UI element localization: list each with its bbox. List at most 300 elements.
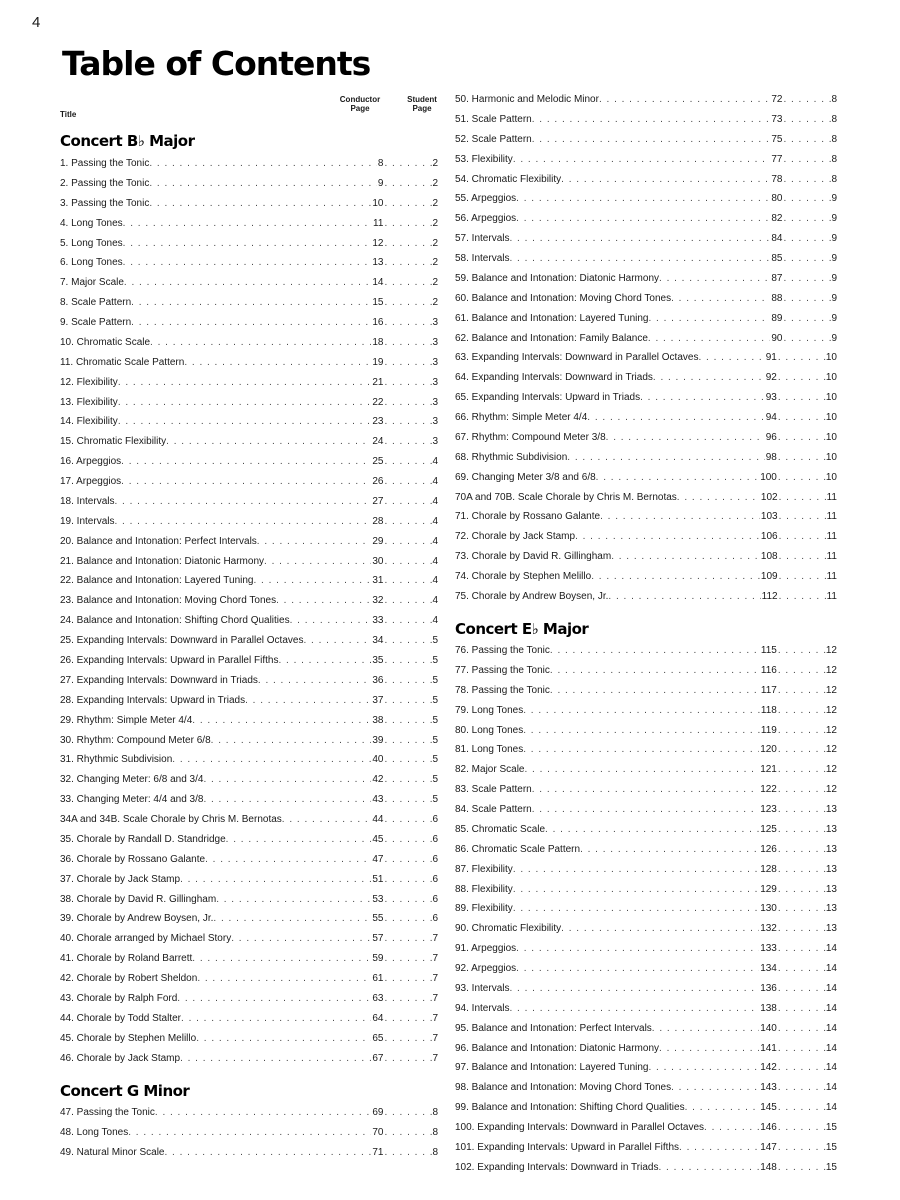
dot-leader [509,252,770,266]
dot-leader [778,883,826,897]
toc-entry [455,1081,837,1095]
dot-leader [550,644,760,658]
dot-leader [384,256,432,270]
dot-leader [779,491,827,505]
toc-entry [60,177,438,191]
section-heading-g-minor: Concert G Minor [60,1082,190,1100]
toc-entry [455,982,837,996]
student-page: 10 [825,471,837,483]
dot-leader [181,1012,371,1026]
entry-title: 63. Expanding Intervals: Downward in Parallel Octaves [455,352,699,364]
dot-leader [384,1052,432,1066]
conductor-page: 120 [760,744,777,756]
conductor-page: 28 [372,515,384,527]
student-page: 12 [825,764,837,776]
dot-leader [783,332,831,346]
conductor-page: 63 [372,992,384,1004]
toc-entry [455,743,837,757]
student-page: 12 [825,744,837,756]
dot-leader [783,153,831,167]
student-page: 2 [432,217,438,229]
dot-leader [384,694,432,708]
toc-entry [60,296,438,310]
dot-leader [575,530,760,544]
toc-entry [455,763,837,777]
entry-title: 18. Intervals [60,495,115,507]
dot-leader [778,391,826,405]
conductor-page: 29 [372,535,384,547]
entry-title: 54. Chromatic Flexibility [455,173,562,185]
toc-entry [60,396,438,410]
dot-leader [384,674,432,688]
entry-title: 87. Flexibility [455,863,513,875]
dot-leader [384,1106,432,1120]
conductor-page: 31 [372,575,384,587]
dot-leader [384,992,432,1006]
conductor-page: 138 [760,1002,777,1014]
dot-leader [384,634,432,648]
dot-leader [532,133,771,147]
entry-title: 73. Chorale by David R. Gillingham [455,551,612,563]
dot-leader [384,893,432,907]
toc-entry [455,411,837,425]
toc-entry [60,634,438,648]
entry-title: 96. Balance and Intonation: Diatonic Harmony [455,1042,660,1054]
conductor-page: 132 [760,923,777,935]
toc-entry [60,1012,438,1026]
toc-entry [455,351,837,365]
dot-leader [172,753,371,767]
dot-leader [118,376,372,390]
dot-leader [121,455,371,469]
dot-leader [384,356,432,370]
dot-leader [384,793,432,807]
conductor-page: 10 [372,197,384,209]
toc-entry [455,312,837,326]
conductor-page: 92 [765,372,777,384]
dot-leader [509,1002,759,1016]
dot-leader [513,153,771,167]
entry-title: 67. Rhythm: Compound Meter 3/8 [455,431,606,443]
student-page: 13 [825,883,837,895]
conductor-page: 43 [372,794,384,806]
conductor-page: 15 [372,297,384,309]
conductor-page: 38 [372,714,384,726]
dot-leader [606,431,765,445]
student-page: 12 [825,704,837,716]
conductor-page: 39 [372,734,384,746]
dot-leader [384,714,432,728]
toc-entry [60,256,438,270]
conductor-page: 87 [771,272,783,284]
toc-entry [455,942,837,956]
toc-entry [455,704,837,718]
student-page: 11 [826,511,837,523]
student-page: 12 [825,664,837,676]
toc-entry [455,1141,837,1155]
dot-leader [516,942,759,956]
student-page: 6 [432,893,438,905]
section-heading-bflat-major: Concert B♭ Major [60,132,195,150]
student-page: 10 [825,451,837,463]
dot-leader [384,614,432,628]
dot-leader [587,411,764,425]
toc-entry [60,594,438,608]
student-page: 8 [432,1107,438,1118]
student-page: 7 [432,933,438,945]
conductor-page: 42 [372,774,384,786]
student-page: 9 [831,213,837,225]
conductor-page: 128 [760,863,777,875]
toc-entry [60,415,438,429]
dot-leader [124,276,371,290]
entry-title: 69. Changing Meter 3/8 and 6/8 [455,471,596,483]
toc-entry [455,292,837,306]
student-page: 13 [825,804,837,816]
entry-title: 93. Intervals [455,982,510,994]
toc-entry [455,664,837,678]
toc-entry [60,574,438,588]
dot-leader [150,336,371,350]
entry-title: 66. Rhythm: Simple Meter 4/4 [455,412,588,424]
conductor-page: 140 [760,1022,777,1034]
conductor-page: 143 [760,1082,777,1094]
dot-leader [778,371,826,385]
page-title: Table of Contents [62,44,371,83]
conductor-page: 118 [760,704,777,716]
student-page: 4 [432,535,438,547]
student-page: 4 [432,555,438,567]
toc-entry [455,332,837,346]
toc-entry [455,1121,837,1135]
entry-title: 16. Arpeggios [60,456,122,468]
student-page: 7 [432,1012,438,1024]
student-page: 3 [432,356,438,368]
toc-entry [455,530,837,544]
conductor-page: 115 [760,645,777,656]
dot-leader [685,1101,760,1115]
entry-title: 42. Chorale by Robert Sheldon [60,973,198,985]
entry-title: 26. Expanding Intervals: Upward in Parallel Fifths [60,655,279,666]
dot-leader [213,912,371,926]
dot-leader [778,351,826,365]
toc-entry [455,684,837,698]
entry-title: 102. Expanding Intervals: Downward in Triads [455,1161,659,1173]
dot-leader [778,982,826,996]
dot-leader [384,217,432,231]
conductor-page: 34 [372,635,384,647]
toc-entry [60,714,438,728]
dot-leader [778,684,826,698]
conductor-page: 108 [760,551,778,563]
conductor-page: 25 [372,456,384,468]
toc-entry [60,217,438,231]
header-conductor-page: Conductor Page [339,95,381,113]
toc-entry [60,495,438,509]
dot-leader [783,292,831,306]
dot-leader [652,1022,759,1036]
student-page: 5 [432,694,438,706]
entry-title: 52. Scale Pattern [455,133,532,145]
entry-title: 50. Harmonic and Melodic Minor [455,94,599,105]
entry-title: 36. Chorale by Rossano Galante [60,853,206,865]
student-page: 9 [831,292,837,304]
dot-leader [778,1161,826,1175]
toc-entry [60,1032,438,1046]
toc-entry [455,212,837,226]
toc-entry [60,932,438,946]
student-page: 6 [432,814,438,826]
student-page: 4 [432,476,438,488]
conductor-page: 147 [760,1142,777,1153]
student-page: 4 [432,575,438,587]
dot-leader [778,823,826,837]
dot-leader [783,312,831,326]
conductor-page: 80 [771,193,783,205]
toc-entry [455,590,837,604]
toc-entry [60,694,438,708]
dot-leader [778,664,826,678]
dot-leader [128,1126,371,1140]
conductor-page: 116 [760,664,777,676]
dot-leader [778,803,826,817]
dot-leader [264,555,371,569]
student-page: 6 [432,833,438,845]
toc-entry [455,550,837,564]
conductor-page: 125 [760,823,777,835]
conductor-page: 72 [771,94,783,105]
student-page: 3 [432,376,438,388]
dot-leader [258,674,371,688]
toc-entry [455,863,837,877]
student-page: 2 [432,197,438,209]
dot-leader [783,272,831,286]
dot-leader [599,93,770,107]
toc-entry [455,232,837,246]
entry-title: 72. Chorale by Jack Stamp [455,531,576,543]
dot-leader [704,1121,759,1135]
dot-leader [778,1141,826,1155]
entry-title: 84. Scale Pattern [455,804,532,816]
conductor-page: 88 [771,292,783,304]
dot-leader [384,415,432,429]
dot-leader [608,590,760,604]
dot-leader [778,783,826,797]
dot-leader [779,570,827,584]
dot-leader [384,773,432,787]
entry-title: 29. Rhythm: Simple Meter 4/4 [60,714,193,726]
dot-leader [778,411,826,425]
toc-entry [455,644,837,658]
dot-leader [384,594,432,608]
dot-leader [778,1002,826,1016]
entry-title: 21. Balance and Intonation: Diatonic Harmony [60,555,265,567]
dot-leader [671,292,770,306]
student-page: 7 [432,953,438,965]
entry-title: 31. Rhythmic Subdivision [60,754,173,766]
conductor-page: 14 [372,277,384,289]
toc-entry [455,1002,837,1016]
entry-title: 82. Major Scale [455,764,525,776]
dot-leader [384,475,432,489]
toc-entry [60,734,438,748]
dot-leader [513,883,759,897]
dot-leader [778,644,826,658]
conductor-page: 19 [372,356,384,368]
conductor-page: 112 [761,591,778,602]
dot-leader [203,793,371,807]
dot-leader [778,451,826,465]
entry-title: 68. Rhythmic Subdivision [455,451,568,463]
header-title: Title [60,110,77,119]
dot-leader [384,734,432,748]
dot-leader [384,833,432,847]
dot-leader [384,1012,432,1026]
dot-leader [783,232,831,246]
student-page: 3 [432,416,438,428]
toc-entry [60,157,438,171]
conductor-page: 117 [760,684,777,696]
toc-entry [455,570,837,584]
dot-leader [118,415,372,429]
dot-leader [532,113,771,127]
dot-leader [184,356,371,370]
conductor-page: 67 [372,1052,384,1064]
student-page: 5 [432,754,438,766]
entry-title: 9. Scale Pattern [60,317,132,329]
conductor-page: 123 [760,804,777,816]
conductor-page: 37 [372,694,384,706]
dot-leader [276,594,371,608]
entry-title: 55. Arpeggios [455,193,517,205]
student-page: 12 [825,684,837,696]
dot-leader [783,133,831,147]
header-student-page: Student Page [407,95,437,113]
toc-entry [60,833,438,847]
dot-leader [257,535,372,549]
conductor-page: 35 [372,655,384,666]
student-page: 7 [432,992,438,1004]
dot-leader [779,550,827,564]
toc-entry [455,724,837,738]
dot-leader [778,471,826,485]
entry-title: 74. Chorale by Stephen Melillo [455,571,592,583]
dot-leader [532,803,759,817]
student-page: 6 [432,913,438,925]
toc-entry [60,515,438,529]
toc-entry [60,356,438,370]
student-page: 3 [432,336,438,348]
dot-leader [561,173,770,187]
entry-title: 46. Chorale by Jack Stamp [60,1052,181,1064]
conductor-page: 134 [760,963,777,975]
dot-leader [524,763,759,777]
entry-title: 37. Chorale by Jack Stamp [60,873,181,885]
toc-entry [60,1146,438,1160]
dot-leader [114,495,371,509]
conductor-page: 9 [377,177,384,189]
dot-leader [253,574,371,588]
entry-title: 77. Passing the Tonic [455,664,550,676]
toc-entry [455,431,837,445]
dot-leader [648,1061,759,1075]
student-page: 9 [831,193,837,205]
dot-leader [778,743,826,757]
student-page: 12 [825,784,837,796]
student-page: 6 [432,873,438,885]
conductor-page: 133 [760,943,777,955]
conductor-page: 51 [372,873,384,885]
dot-leader [523,704,760,718]
toc-entry [455,843,837,857]
conductor-page: 119 [760,724,777,736]
dot-leader [648,332,770,346]
entry-title: 53. Flexibility [455,153,513,165]
toc-entry [60,992,438,1006]
entry-title: 95. Balance and Intonation: Perfect Intervals [455,1022,652,1034]
dot-leader [783,93,831,107]
toc-entry [60,614,438,628]
student-page: 13 [825,863,837,875]
toc-entry [60,435,438,449]
dot-leader [698,351,764,365]
conductor-page: 53 [372,893,384,905]
conductor-page: 146 [760,1122,777,1134]
entry-title: 14. Flexibility [60,416,118,428]
student-page: 13 [825,903,837,915]
conductor-page: 24 [372,436,384,448]
conductor-page: 75 [771,133,783,145]
entry-title: 33. Changing Meter: 4/4 and 3/8 [60,794,204,806]
toc-entry [60,376,438,390]
dot-leader [384,1126,432,1140]
toc-entry [60,535,438,549]
dot-leader [384,873,432,887]
entry-title: 11. Chromatic Scale Pattern [60,356,185,368]
dot-leader [131,296,371,310]
conductor-page: 44 [372,814,384,826]
dot-leader [114,515,371,529]
conductor-page: 71 [372,1147,384,1158]
toc-entry [60,793,438,807]
student-page: 4 [432,595,438,607]
entry-title: 4. Long Tones [60,217,123,229]
entry-title: 56. Arpeggios [455,213,517,225]
entry-title: 20. Balance and Intonation: Perfect Intervals [60,535,257,547]
conductor-page: 85 [771,253,783,265]
toc-entry [455,510,837,524]
dot-leader [192,952,371,966]
dot-leader [196,1032,371,1046]
dot-leader [778,863,826,877]
conductor-page: 61 [372,973,384,985]
conductor-page: 36 [372,674,384,686]
student-page: 4 [432,615,438,627]
conductor-page: 23 [372,416,384,428]
conductor-page: 26 [372,476,384,488]
conductor-page: 93 [765,392,777,404]
dot-leader [384,853,432,867]
dot-leader [384,574,432,588]
entry-title: 19. Intervals [60,515,115,527]
entry-title: 13. Flexibility [60,396,118,408]
conductor-page: 109 [760,571,778,583]
dot-leader [779,530,827,544]
student-page: 14 [825,1102,837,1114]
conductor-page: 91 [765,352,777,364]
entry-title: 91. Arpeggios [455,943,517,955]
dot-leader [384,1032,432,1046]
